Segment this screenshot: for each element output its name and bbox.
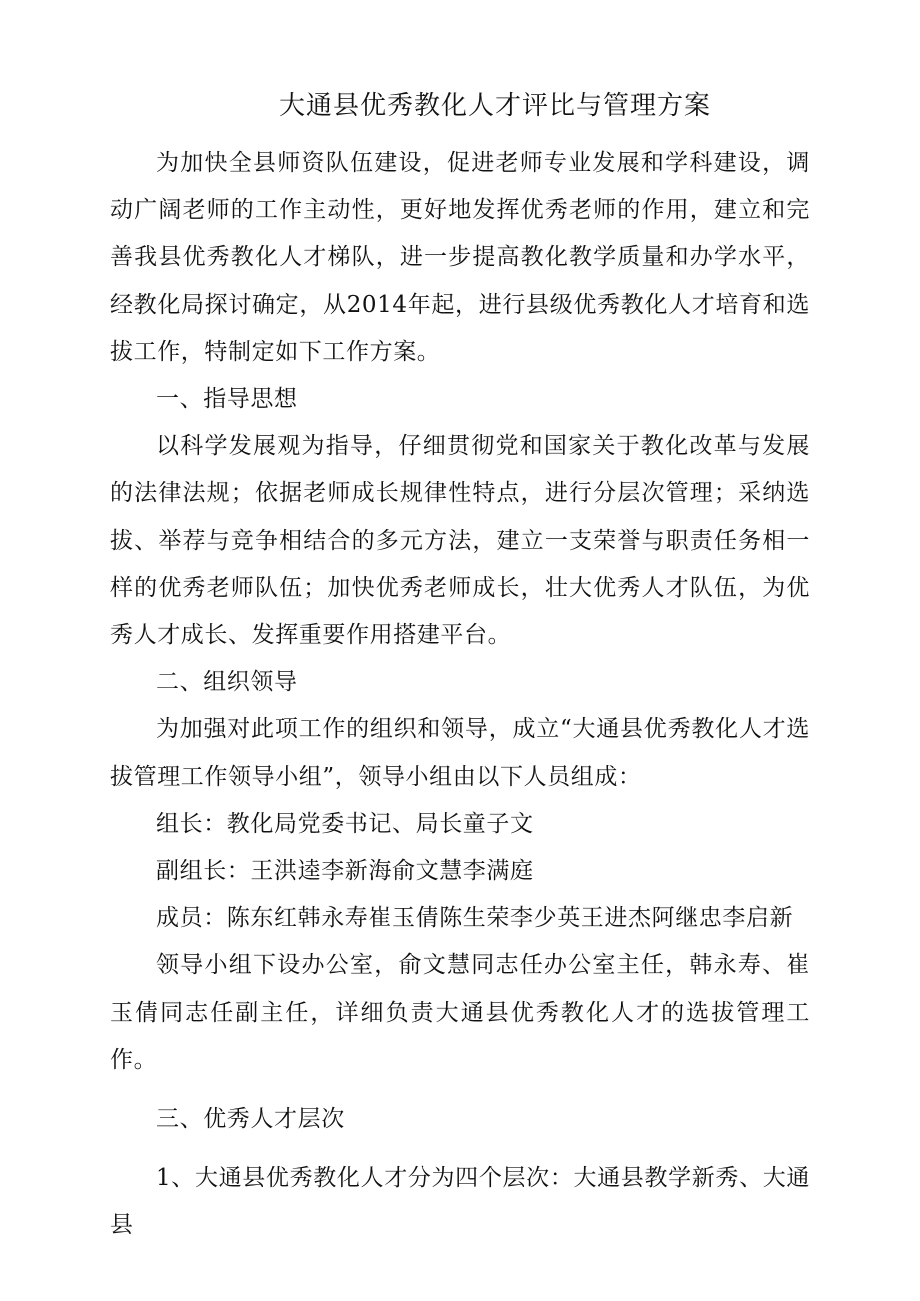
deputy-leader-line: 副组长：王洪逵李新海俞文慧李满庭 bbox=[156, 858, 534, 885]
section-heading-organization: 二、组织领导 bbox=[156, 669, 298, 696]
office-paragraph: 领导小组下设办公室，俞文慧同志任办公室主任，韩永寿、崔玉倩同志任副主任，详细负责大通县优秀教化人才的选拔管理工作。 bbox=[110, 952, 810, 1073]
section-heading-guiding-ideology: 一、指导思想 bbox=[156, 386, 298, 413]
section-heading-talent-levels: 三、优秀人才层次 bbox=[156, 1106, 345, 1133]
intro-paragraph: 为加快全县师资队伍建设，促进老师专业发展和学科建设，调动广阔老师的工作主动性，更好地发挥优秀老师的作用，建立和完善我县优秀教化人才梯队，进一步提高教化教学质量和办学水平，经教化局探讨确定，从2014年起，进行县级优秀教化人才培育和选拔工作，特制定如下工作方案。 bbox=[110, 150, 810, 365]
talent-levels-paragraph: 1、大通县优秀教化人才分为四个层次：大通县教学新秀、大通县 bbox=[110, 1165, 810, 1239]
organization-paragraph: 为加强对此项工作的组织和领导，成立“大通县优秀教化人才选拔管理工作领导小组”，领导小组由以下人员组成： bbox=[110, 716, 810, 790]
members-line: 成员：陈东红韩永寿崔玉倩陈生荣李少英王进杰阿继忠李启新 bbox=[156, 905, 794, 932]
guiding-ideology-paragraph: 以科学发展观为指导，仔细贯彻党和国家关于教化改革与发展的法律法规；依据老师成长规律性特点，进行分层次管理；采纳选拔、举荐与竞争相结合的多元方法，建立一支荣誉与职责任务相一样的优秀老师队伍；加快优秀老师成长，壮大优秀人才队伍，为优秀人才成长、发挥重要作用搭建平台。 bbox=[110, 433, 810, 649]
document-title: 大通县优秀教化人才评比与管理方案 bbox=[278, 91, 711, 121]
document-body bbox=[110, 140, 810, 1250]
group-leader-line: 组长：教化局党委书记、局长童子文 bbox=[156, 810, 534, 837]
